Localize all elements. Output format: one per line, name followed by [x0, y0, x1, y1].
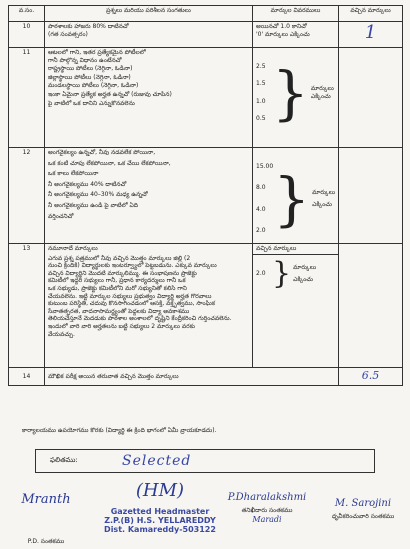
row-number: 10	[9, 22, 45, 48]
score-label	[311, 85, 334, 100]
desc-line: ఇంకా ఏమైనా ప్రత్యేక అర్హత ఉన్నచో (రుజువు చూపిన)	[48, 90, 172, 98]
table-row	[9, 244, 403, 368]
row-description	[45, 244, 253, 368]
stamp-line: Gazetted Headmaster	[110, 507, 210, 516]
brace-icon: }	[272, 59, 309, 127]
desc-line: వేయవచ్చు.	[48, 330, 75, 338]
table-header	[9, 6, 403, 22]
row-marks	[339, 48, 403, 148]
desc-line: పాఠశాలకు హాజరు 80% దాటినచో	[48, 23, 129, 30]
desc-line: నీ అంగవైకల్యము ఉండి పై వాటిలో ఏది	[48, 201, 139, 209]
signature-scrawl: (HM)	[135, 480, 185, 501]
brace-icon: }	[272, 256, 292, 291]
row-details	[253, 22, 339, 48]
row-number: 14	[9, 368, 45, 386]
score-value: 4.0	[256, 205, 266, 213]
desc-line: కమిటీలో ఇద్దరి సభ్యులు గానీ, ప్రధాన కార్యదర్శులు గానీ ఒక	[48, 277, 186, 285]
row-details	[253, 48, 339, 148]
section-title: నమూనాదే మార్కులు	[48, 245, 98, 252]
total-marks: 6.5	[361, 368, 380, 382]
desc-line: మండలస్థాయి పోటీలు (నెగ్గినా, ఓడినా)	[48, 82, 139, 90]
score-list	[256, 163, 273, 235]
signature-role: తనిఖీదారు సంతకము	[241, 507, 293, 514]
label-line: మార్కులు	[293, 264, 317, 272]
signature-extra: Maradi	[252, 515, 282, 524]
detail-line: అయినచో 1.0 కానిచో	[256, 23, 307, 30]
header-details: మార్కుల వివరములు	[253, 6, 339, 22]
desc-line: తెలియచేస్తూనే మెదడుకు పాఠశాల అంశాలలో దృష్టిని కేంద్రీకరించి గుర్తించవలెను.	[48, 315, 232, 323]
result-value: Selected	[122, 453, 192, 469]
score-value: 0.5	[256, 115, 266, 123]
score-value: 1.0	[256, 97, 266, 105]
desc-line: కుటుంబ పరిస్థితి, చదువు కొనసాగించడంలో ఆసక్తి, వక్తృత్వము, సాంఘిక	[48, 300, 215, 308]
result-label: ఫలితము:	[50, 456, 78, 464]
label-line: ఎక్కించు	[312, 201, 332, 208]
row-marks	[339, 22, 403, 48]
score-value: 15.00	[256, 163, 274, 170]
score-value: 2.0	[256, 270, 266, 278]
desc-line: వర్తించనిచో	[48, 212, 74, 220]
score-value: 1.5	[256, 80, 266, 88]
desc-line: (గత సంవత్సరం)	[48, 30, 88, 38]
row-description	[45, 148, 253, 244]
desc-line: అంగవైకల్యం ఉన్నచో, నీవు నడవలేక పోయినా,	[48, 149, 156, 156]
row-number: 12	[9, 148, 45, 244]
score-group	[256, 256, 335, 291]
result-box	[35, 449, 375, 473]
label-line: మార్కులు	[312, 189, 336, 197]
row-number: 13	[9, 244, 45, 368]
desc-line: జిల్లాస్థాయి పోటీలు (నెగ్గినా, ఓడినా)	[48, 73, 131, 81]
desc-line: నీ అంగవైకల్యము 40–30% మధ్య ఉన్నచో	[48, 191, 148, 199]
signature-pd	[6, 478, 86, 548]
desc-line: నుంచి క్రిందికి) విద్యార్థులకు ఇంటర్వ్యూలో పెట్టబడును. ఎక్కువ మార్కులు	[48, 262, 217, 270]
header-questions: ప్రశ్నలు మరియు పరిశీలన సంగతులు	[45, 6, 253, 22]
signature-scrawl: M. Sarojini	[334, 498, 392, 509]
score-value: 2.5	[256, 63, 266, 70]
score-value: 8.0	[256, 184, 266, 192]
row-marks	[339, 368, 403, 386]
desc-line: ఒక కంటి చూపు లేకపోయినా, ఒక చేయి లేకపోయినా,	[48, 159, 171, 167]
label-line: ఎక్కించు	[293, 276, 313, 283]
signature-role: ధృవీకరించువారి సంతకము	[331, 513, 395, 520]
score-group	[256, 163, 335, 235]
desc-line: ఎగువ ప్రశ్న పత్రములో నీవు వచ్చిన మొత్తం మార్కులు జిల్లి (2	[48, 254, 191, 262]
desc-line: చేయవలెను. ఇట్టి మార్కుల సభ్యులు ప్రభుత్వం విద్యార్థి అర్హత గొరవాలు	[48, 292, 212, 300]
desc-line: ఒక కాలు లేకపోయినా	[48, 170, 99, 178]
row-marks	[339, 148, 403, 244]
row-description: మౌఖిక పరీక్ష అయిన తరువాత వచ్చిన మొత్తం మార్కులు	[45, 368, 339, 386]
score-label	[293, 264, 316, 283]
table-row	[9, 22, 403, 48]
table-row	[9, 368, 403, 386]
score-list	[256, 63, 272, 123]
label-line: ఎక్కించు	[310, 93, 331, 100]
awarded-marks: 1	[364, 21, 377, 43]
sub-header: వచ్చిన మార్కులు	[253, 244, 338, 255]
row-number: 11	[9, 48, 45, 148]
row-details	[253, 244, 339, 368]
signature-inspector	[222, 478, 312, 548]
stamp-line: Z.P.(B) H.S. YELLAREDDY	[104, 516, 216, 525]
desc-line: ఇందులో వారి వారి అర్హతలను బట్టి సభ్యులు 2 మార్కులు వరకు	[48, 322, 195, 330]
signature-scrawl: P.Dharalakshmi	[227, 492, 307, 503]
marks-table	[8, 5, 403, 386]
score-label	[312, 189, 335, 208]
signature-role: P.D. సంతకము	[27, 538, 65, 545]
headmaster-stamp	[100, 507, 220, 534]
label-line: మార్కులు	[310, 85, 334, 93]
table-row	[9, 48, 403, 148]
brace-icon: }	[273, 165, 311, 233]
desc-line: రాష్ట్రస్థాయి పోటీలు (నెగ్గినా, ఓడినా)	[48, 65, 133, 73]
stamp-line: Dist. Kamareddy-503122	[104, 525, 216, 534]
desc-line: నీ అంగవైకల్యము 40% దాటినచో	[48, 180, 127, 188]
score-group	[256, 59, 335, 127]
header-marks: వచ్చిన మార్కులు	[339, 6, 403, 22]
desc-line: పై వాటిలో ఒక దానిని ఎన్నుకొనవలెను	[48, 99, 135, 107]
desc-line: ఆటలలో గాని, ఇతర ప్రత్యేకమైన పోటీలలో	[48, 49, 146, 56]
desc-line: ఒక సభ్యుడు, ప్రాజెక్టు కమిటీలోని మరో సభ్యునితో కలిసి గాని	[48, 284, 187, 292]
desc-line: సేవాతత్పరత, వాదనాసామర్థ్యంతో పెద్దలకు విద్యా అవకాశము	[48, 307, 190, 315]
detail-line: '0' మార్కులు ఎక్కించు	[256, 30, 310, 38]
row-details	[253, 148, 339, 244]
desc-block	[48, 149, 249, 220]
row-marks	[339, 244, 403, 368]
signature-headmaster	[100, 478, 220, 548]
desc-line: గానీ పాల్గొన్న విధానం ఉంటేనచో	[48, 56, 122, 64]
header-serial: వ.సం.	[9, 6, 45, 22]
table-row	[9, 148, 403, 244]
row-description	[45, 48, 253, 148]
row-description	[45, 22, 253, 48]
signature-verifier	[318, 478, 408, 548]
office-use-note: కార్యాలయము ఉపయోగము కొరకు (విద్యార్థి ఈ క్రింది భాగంలో ఏమీ వ్రాయకూడదు).	[22, 427, 217, 434]
signature-scrawl: Mranth	[21, 492, 71, 507]
desc-lines	[48, 149, 171, 220]
desc-line: వచ్చిన విద్యార్థిని మొదటి మార్కులిమ్ము. ఈ సంభాషణను ప్రాజెక్టు	[48, 269, 197, 277]
score-value: 2.0	[256, 227, 266, 235]
